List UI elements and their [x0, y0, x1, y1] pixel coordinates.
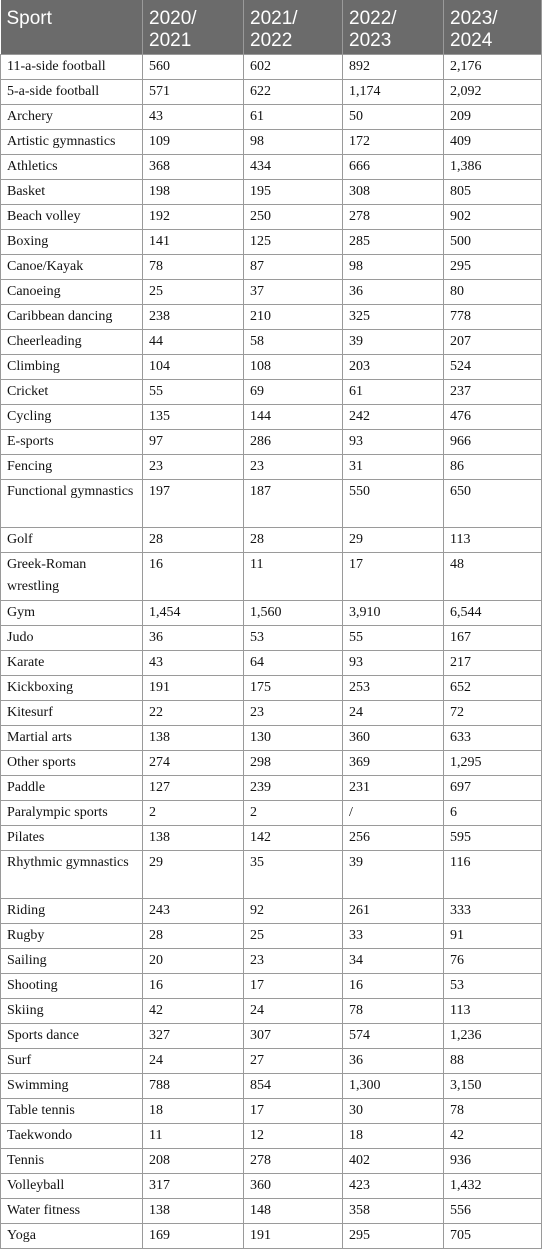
value-cell: 29	[343, 528, 444, 553]
value-cell: 16	[143, 974, 244, 999]
table-row	[1, 1174, 542, 1199]
value-cell: 237	[444, 380, 542, 405]
value-cell: 58	[244, 330, 343, 355]
table-row	[1, 55, 542, 80]
sport-cell: Fencing	[1, 455, 143, 480]
value-cell: 295	[444, 255, 542, 280]
value-cell: 191	[143, 676, 244, 701]
value-cell: 358	[343, 1199, 444, 1224]
sport-cell: Taekwondo	[1, 1124, 143, 1149]
table-row	[1, 1024, 542, 1049]
value-cell: 53	[444, 974, 542, 999]
sport-cell: Yoga	[1, 1224, 143, 1249]
table-row	[1, 405, 542, 430]
value-cell: 261	[343, 899, 444, 924]
table-row	[1, 355, 542, 380]
table-row	[1, 826, 542, 851]
value-cell: 86	[444, 455, 542, 480]
value-cell: 39	[343, 851, 444, 899]
value-cell: 24	[143, 1049, 244, 1074]
value-cell: 39	[343, 330, 444, 355]
value-cell: 80	[444, 280, 542, 305]
value-cell: 22	[143, 701, 244, 726]
table-row	[1, 1049, 542, 1074]
sport-cell: Rhythmic gymnastics	[1, 851, 143, 899]
value-cell: 1,174	[343, 80, 444, 105]
value-cell: 966	[444, 430, 542, 455]
value-cell: 2	[143, 801, 244, 826]
sport-cell: Caribbean dancing	[1, 305, 143, 330]
sport-cell: Archery	[1, 105, 143, 130]
sport-cell: Paralympic sports	[1, 801, 143, 826]
sport-cell: Basket	[1, 180, 143, 205]
value-cell: 250	[244, 205, 343, 230]
sport-cell: Surf	[1, 1049, 143, 1074]
table-row	[1, 105, 542, 130]
value-cell: 43	[143, 651, 244, 676]
value-cell: 278	[343, 205, 444, 230]
table-row	[1, 1124, 542, 1149]
value-cell: 191	[244, 1224, 343, 1249]
value-cell: 55	[343, 626, 444, 651]
value-cell: 317	[143, 1174, 244, 1199]
header-row	[1, 0, 542, 55]
sport-cell: Cycling	[1, 405, 143, 430]
value-cell: 61	[343, 380, 444, 405]
value-cell: 308	[343, 180, 444, 205]
sport-cell: Boxing	[1, 230, 143, 255]
sport-cell: Canoeing	[1, 280, 143, 305]
value-cell: 369	[343, 751, 444, 776]
sport-cell: Volleyball	[1, 1174, 143, 1199]
header-sport: Sport	[1, 0, 143, 55]
sport-cell: Table tennis	[1, 1099, 143, 1124]
value-cell: 93	[343, 430, 444, 455]
value-cell: 3,910	[343, 601, 444, 626]
value-cell: 130	[244, 726, 343, 751]
value-cell: 172	[343, 130, 444, 155]
table-row	[1, 601, 542, 626]
value-cell: 2,092	[444, 80, 542, 105]
value-cell: 274	[143, 751, 244, 776]
value-cell: 20	[143, 949, 244, 974]
value-cell: 500	[444, 230, 542, 255]
sport-cell: Athletics	[1, 155, 143, 180]
value-cell: 36	[343, 1049, 444, 1074]
table-row	[1, 430, 542, 455]
value-cell: 187	[244, 480, 343, 528]
value-cell: 23	[244, 701, 343, 726]
table-row	[1, 751, 542, 776]
value-cell: 208	[143, 1149, 244, 1174]
table-row	[1, 1149, 542, 1174]
table-row	[1, 80, 542, 105]
sport-cell: Skiing	[1, 999, 143, 1024]
value-cell: 854	[244, 1074, 343, 1099]
sport-cell: Cheerleading	[1, 330, 143, 355]
sport-cell: Water fitness	[1, 1199, 143, 1224]
value-cell: 198	[143, 180, 244, 205]
value-cell: 936	[444, 1149, 542, 1174]
value-cell: 23	[244, 949, 343, 974]
table-row	[1, 455, 542, 480]
sport-cell: Swimming	[1, 1074, 143, 1099]
table-row	[1, 280, 542, 305]
value-cell: 434	[244, 155, 343, 180]
value-cell: 116	[444, 851, 542, 899]
value-cell: 28	[244, 528, 343, 553]
value-cell: 333	[444, 899, 542, 924]
value-cell: 409	[444, 130, 542, 155]
value-cell: 650	[444, 480, 542, 528]
value-cell: 571	[143, 80, 244, 105]
value-cell: 17	[343, 553, 444, 601]
value-cell: 169	[143, 1224, 244, 1249]
sport-cell: Greek-Roman wrestling	[1, 553, 143, 601]
value-cell: 12	[244, 1124, 343, 1149]
table-row	[1, 380, 542, 405]
value-cell: 217	[444, 651, 542, 676]
value-cell: 705	[444, 1224, 542, 1249]
value-cell: 195	[244, 180, 343, 205]
sport-cell: Sports dance	[1, 1024, 143, 1049]
header-2020-2021: 2020/ 2021	[143, 0, 244, 55]
value-cell: 11	[143, 1124, 244, 1149]
value-cell: 423	[343, 1174, 444, 1199]
value-cell: 72	[444, 701, 542, 726]
value-cell: 209	[444, 105, 542, 130]
value-cell: 36	[343, 280, 444, 305]
value-cell: 298	[244, 751, 343, 776]
sport-cell: Climbing	[1, 355, 143, 380]
value-cell: 138	[143, 726, 244, 751]
value-cell: 697	[444, 776, 542, 801]
value-cell: 1,236	[444, 1024, 542, 1049]
value-cell: 23	[143, 455, 244, 480]
value-cell: 6	[444, 801, 542, 826]
value-cell: 231	[343, 776, 444, 801]
value-cell: 138	[143, 1199, 244, 1224]
table-row	[1, 205, 542, 230]
value-cell: 48	[444, 553, 542, 601]
sport-cell: Artistic gymnastics	[1, 130, 143, 155]
value-cell: 666	[343, 155, 444, 180]
value-cell: 28	[143, 924, 244, 949]
value-cell: 2	[244, 801, 343, 826]
sport-cell: 11-a-side football	[1, 55, 143, 80]
value-cell: 98	[343, 255, 444, 280]
table-body	[1, 55, 542, 1249]
value-cell: 142	[244, 826, 343, 851]
sport-cell: Canoe/Kayak	[1, 255, 143, 280]
value-cell: 44	[143, 330, 244, 355]
value-cell: 55	[143, 380, 244, 405]
table-header	[1, 0, 542, 55]
value-cell: 17	[244, 974, 343, 999]
value-cell: 148	[244, 1199, 343, 1224]
value-cell: 892	[343, 55, 444, 80]
value-cell: 622	[244, 80, 343, 105]
table-row	[1, 701, 542, 726]
value-cell: 325	[343, 305, 444, 330]
value-cell: 17	[244, 1099, 343, 1124]
value-cell: 210	[244, 305, 343, 330]
value-cell: 109	[143, 130, 244, 155]
value-cell: 1,432	[444, 1174, 542, 1199]
sport-cell: Judo	[1, 626, 143, 651]
sport-cell: Functional gymnastics	[1, 480, 143, 528]
value-cell: 902	[444, 205, 542, 230]
value-cell: 560	[143, 55, 244, 80]
value-cell: 18	[143, 1099, 244, 1124]
sport-cell: Sailing	[1, 949, 143, 974]
value-cell: 28	[143, 528, 244, 553]
value-cell: 192	[143, 205, 244, 230]
table-row	[1, 999, 542, 1024]
value-cell: 360	[244, 1174, 343, 1199]
value-cell: 6,544	[444, 601, 542, 626]
sport-cell: Golf	[1, 528, 143, 553]
value-cell: 135	[143, 405, 244, 430]
value-cell: 256	[343, 826, 444, 851]
header-2022-2023: 2022/ 2023	[343, 0, 444, 55]
value-cell: 805	[444, 180, 542, 205]
value-cell: 24	[343, 701, 444, 726]
value-cell: 78	[143, 255, 244, 280]
table-row	[1, 528, 542, 553]
table-row	[1, 230, 542, 255]
value-cell: 93	[343, 651, 444, 676]
value-cell: 574	[343, 1024, 444, 1049]
table-row	[1, 130, 542, 155]
sport-cell: 5-a-side football	[1, 80, 143, 105]
table-row	[1, 676, 542, 701]
value-cell: 207	[444, 330, 542, 355]
value-cell: 138	[143, 826, 244, 851]
sport-cell: Martial arts	[1, 726, 143, 751]
value-cell: 242	[343, 405, 444, 430]
value-cell: 50	[343, 105, 444, 130]
value-cell: 285	[343, 230, 444, 255]
value-cell: 23	[244, 455, 343, 480]
value-cell: 127	[143, 776, 244, 801]
value-cell: 30	[343, 1099, 444, 1124]
value-cell: 243	[143, 899, 244, 924]
table-row	[1, 651, 542, 676]
value-cell: 43	[143, 105, 244, 130]
value-cell: 402	[343, 1149, 444, 1174]
value-cell: 652	[444, 676, 542, 701]
table-row	[1, 776, 542, 801]
value-cell: 1,560	[244, 601, 343, 626]
value-cell: 37	[244, 280, 343, 305]
value-cell: 1,295	[444, 751, 542, 776]
value-cell: 97	[143, 430, 244, 455]
value-cell: 25	[244, 924, 343, 949]
sport-cell: Karate	[1, 651, 143, 676]
value-cell: 360	[343, 726, 444, 751]
value-cell: 16	[343, 974, 444, 999]
value-cell: 368	[143, 155, 244, 180]
value-cell: 61	[244, 105, 343, 130]
value-cell: 253	[343, 676, 444, 701]
value-cell: 278	[244, 1149, 343, 1174]
value-cell: 92	[244, 899, 343, 924]
value-cell: 33	[343, 924, 444, 949]
table-row	[1, 255, 542, 280]
value-cell: 788	[143, 1074, 244, 1099]
header-2023-2024: 2023/ 2024	[444, 0, 542, 55]
value-cell: 476	[444, 405, 542, 430]
sport-cell: Other sports	[1, 751, 143, 776]
value-cell: 2,176	[444, 55, 542, 80]
sport-cell: Tennis	[1, 1149, 143, 1174]
value-cell: 1,454	[143, 601, 244, 626]
table-row	[1, 899, 542, 924]
table-row	[1, 851, 542, 899]
value-cell: 98	[244, 130, 343, 155]
value-cell: 125	[244, 230, 343, 255]
value-cell: 88	[444, 1049, 542, 1074]
value-cell: 778	[444, 305, 542, 330]
table-row	[1, 974, 542, 999]
sport-cell: E-sports	[1, 430, 143, 455]
value-cell: 238	[143, 305, 244, 330]
table-row	[1, 480, 542, 528]
value-cell: 78	[343, 999, 444, 1024]
value-cell: 197	[143, 480, 244, 528]
sport-cell: Beach volley	[1, 205, 143, 230]
value-cell: 524	[444, 355, 542, 380]
value-cell: 64	[244, 651, 343, 676]
value-cell: 69	[244, 380, 343, 405]
value-cell: 113	[444, 999, 542, 1024]
value-cell: 327	[143, 1024, 244, 1049]
table-row	[1, 924, 542, 949]
value-cell: 3,150	[444, 1074, 542, 1099]
sport-cell: Riding	[1, 899, 143, 924]
table-row	[1, 155, 542, 180]
value-cell: 53	[244, 626, 343, 651]
value-cell: 144	[244, 405, 343, 430]
value-cell: 91	[444, 924, 542, 949]
value-cell: 295	[343, 1224, 444, 1249]
value-cell: 595	[444, 826, 542, 851]
value-cell: 34	[343, 949, 444, 974]
sport-cell: Cricket	[1, 380, 143, 405]
value-cell: 167	[444, 626, 542, 651]
value-cell: 286	[244, 430, 343, 455]
value-cell: 16	[143, 553, 244, 601]
table-row	[1, 305, 542, 330]
table-row	[1, 949, 542, 974]
sport-cell: Paddle	[1, 776, 143, 801]
header-2021-2022: 2021/ 2022	[244, 0, 343, 55]
value-cell: 1,386	[444, 155, 542, 180]
value-cell: 175	[244, 676, 343, 701]
table-row	[1, 1074, 542, 1099]
sport-cell: Kickboxing	[1, 676, 143, 701]
value-cell: 108	[244, 355, 343, 380]
value-cell: 42	[143, 999, 244, 1024]
value-cell: 36	[143, 626, 244, 651]
table-row	[1, 626, 542, 651]
value-cell: 29	[143, 851, 244, 899]
sport-cell: Rugby	[1, 924, 143, 949]
value-cell: 602	[244, 55, 343, 80]
value-cell: 550	[343, 480, 444, 528]
value-cell: 76	[444, 949, 542, 974]
value-cell: 11	[244, 553, 343, 601]
value-cell: 1,300	[343, 1074, 444, 1099]
table-row	[1, 1199, 542, 1224]
sport-cell: Pilates	[1, 826, 143, 851]
value-cell: 556	[444, 1199, 542, 1224]
sport-cell: Kitesurf	[1, 701, 143, 726]
value-cell: 203	[343, 355, 444, 380]
value-cell: 31	[343, 455, 444, 480]
table-row	[1, 180, 542, 205]
value-cell: /	[343, 801, 444, 826]
table-row	[1, 330, 542, 355]
value-cell: 42	[444, 1124, 542, 1149]
table-row	[1, 801, 542, 826]
table-row	[1, 1224, 542, 1249]
table-row	[1, 1099, 542, 1124]
value-cell: 25	[143, 280, 244, 305]
value-cell: 141	[143, 230, 244, 255]
value-cell: 239	[244, 776, 343, 801]
sport-cell: Shooting	[1, 974, 143, 999]
value-cell: 113	[444, 528, 542, 553]
value-cell: 35	[244, 851, 343, 899]
value-cell: 87	[244, 255, 343, 280]
value-cell: 307	[244, 1024, 343, 1049]
sport-cell: Gym	[1, 601, 143, 626]
value-cell: 633	[444, 726, 542, 751]
value-cell: 24	[244, 999, 343, 1024]
value-cell: 78	[444, 1099, 542, 1124]
table-row	[1, 726, 542, 751]
value-cell: 18	[343, 1124, 444, 1149]
table-row	[1, 553, 542, 601]
value-cell: 27	[244, 1049, 343, 1074]
value-cell: 104	[143, 355, 244, 380]
